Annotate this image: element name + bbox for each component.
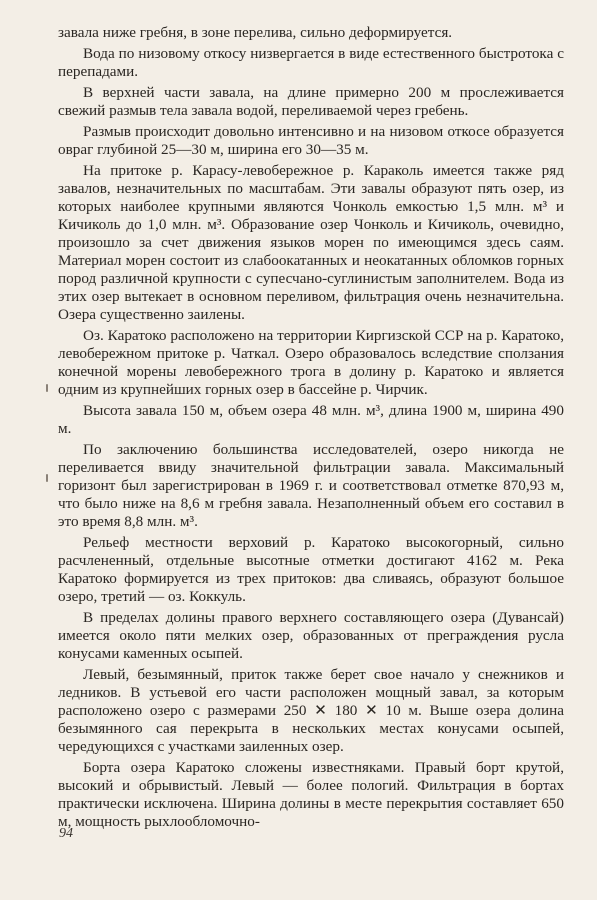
paragraph-4: Размыв происходит довольно интенсивно и на низовом откосе образуется овраг глубиной 25—30 м, ширина его 30—35 м. [58, 123, 564, 158]
paragraph-8: По заключению большинства исследователей, озеро никогда не переливается ввиду значительной фильтрации завала. Максимальный горизонт был зарегистрирован в 1969 г. и соответствовал отметке 870,93 м, что было ниже на 8,6 м гребня завала. Незаполненный объем его составил в это время 8,8 млн. м³. [58, 441, 564, 530]
margin-scan-mark [46, 384, 48, 392]
paragraph-2: Вода по низовому откосу низвергается в виде естественного быстротока с перепадами. [58, 45, 564, 80]
paragraph-10: В пределах долины правого верхнего составляющего озера (Дувансай) имеется около пяти мелких озер, образованных от преграждения русла конусами каменных осыпей. [58, 609, 564, 662]
paragraph-6: Оз. Каратоко расположено на территории Киргизской ССР на р. Каратоко, левобережном притоке р. Чаткал. Озеро образовалось вследствие сползания конечной морены левобережного трога в долину р. Каратоко и является одним из крупнейших горных озер в бассейне р. Чирчик. [58, 327, 564, 398]
paragraph-12: Борта озера Каратоко сложены известняками. Правый борт крутой, высокий и обрывистый. Левый — более пологий. Фильтрация в бортах практически исключена. Ширина долины в месте перекрытия составляет 650 м, мощность рыхлообломочно- [58, 759, 564, 830]
paragraph-11: Левый, безымянный, приток также берет свое начало у снежников и ледников. В устьевой его части расположен мощный завал, за которым расположено озеро с размерами 250 ✕ 180 ✕ 10 м. Выше озера долина безымянного сая перекрыта в нескольких местах конусами осыпей, чередующихся с участками заиленных озер. [58, 666, 564, 755]
paragraph-7: Высота завала 150 м, объем озера 48 млн. м³, длина 1900 м, ширина 490 м. [58, 402, 564, 437]
paragraph-5: На притоке р. Карасу-левобережное р. Караколь имеется также ряд завалов, незначительных по масштабам. Эти завалы образуют пять озер, из которых наиболее крупными являются Чонколь емкостью 1,5 млн. м³ и Кичиколь до 1,0 млн. м³. Образование озер Чонколь и Кичиколь, очевидно, произошло за счет движения языков морен по имеющимся здесь саям. Материал морен состоит из слабоокатанных и неокатанных обломков горных пород различной крупности с супесчано-суглинистым заполнителем. Вода из этих озер вытекает в основном переливом, фильтрация очень незначительна. Озера существенно заилены. [58, 162, 564, 323]
paragraph-3: В верхней части завала, на длине примерно 200 м прослеживается свежий размыв тела завала водой, переливаемой через гребень. [58, 84, 564, 119]
page-number: 94 [59, 826, 73, 841]
margin-scan-mark [46, 474, 48, 482]
paragraph-1: завала ниже гребня, в зоне перелива, сильно деформируется. [58, 24, 453, 41]
page-body [58, 24, 564, 831]
paragraph-9: Рельеф местности верховий р. Каратоко высокогорный, сильно расчлененный, отдельные высотные отметки достигают 4162 м. Река Каратоко формируется из трех притоков: два сливаясь, образуют большое озеро, третий — оз. Коккуль. [58, 534, 564, 605]
